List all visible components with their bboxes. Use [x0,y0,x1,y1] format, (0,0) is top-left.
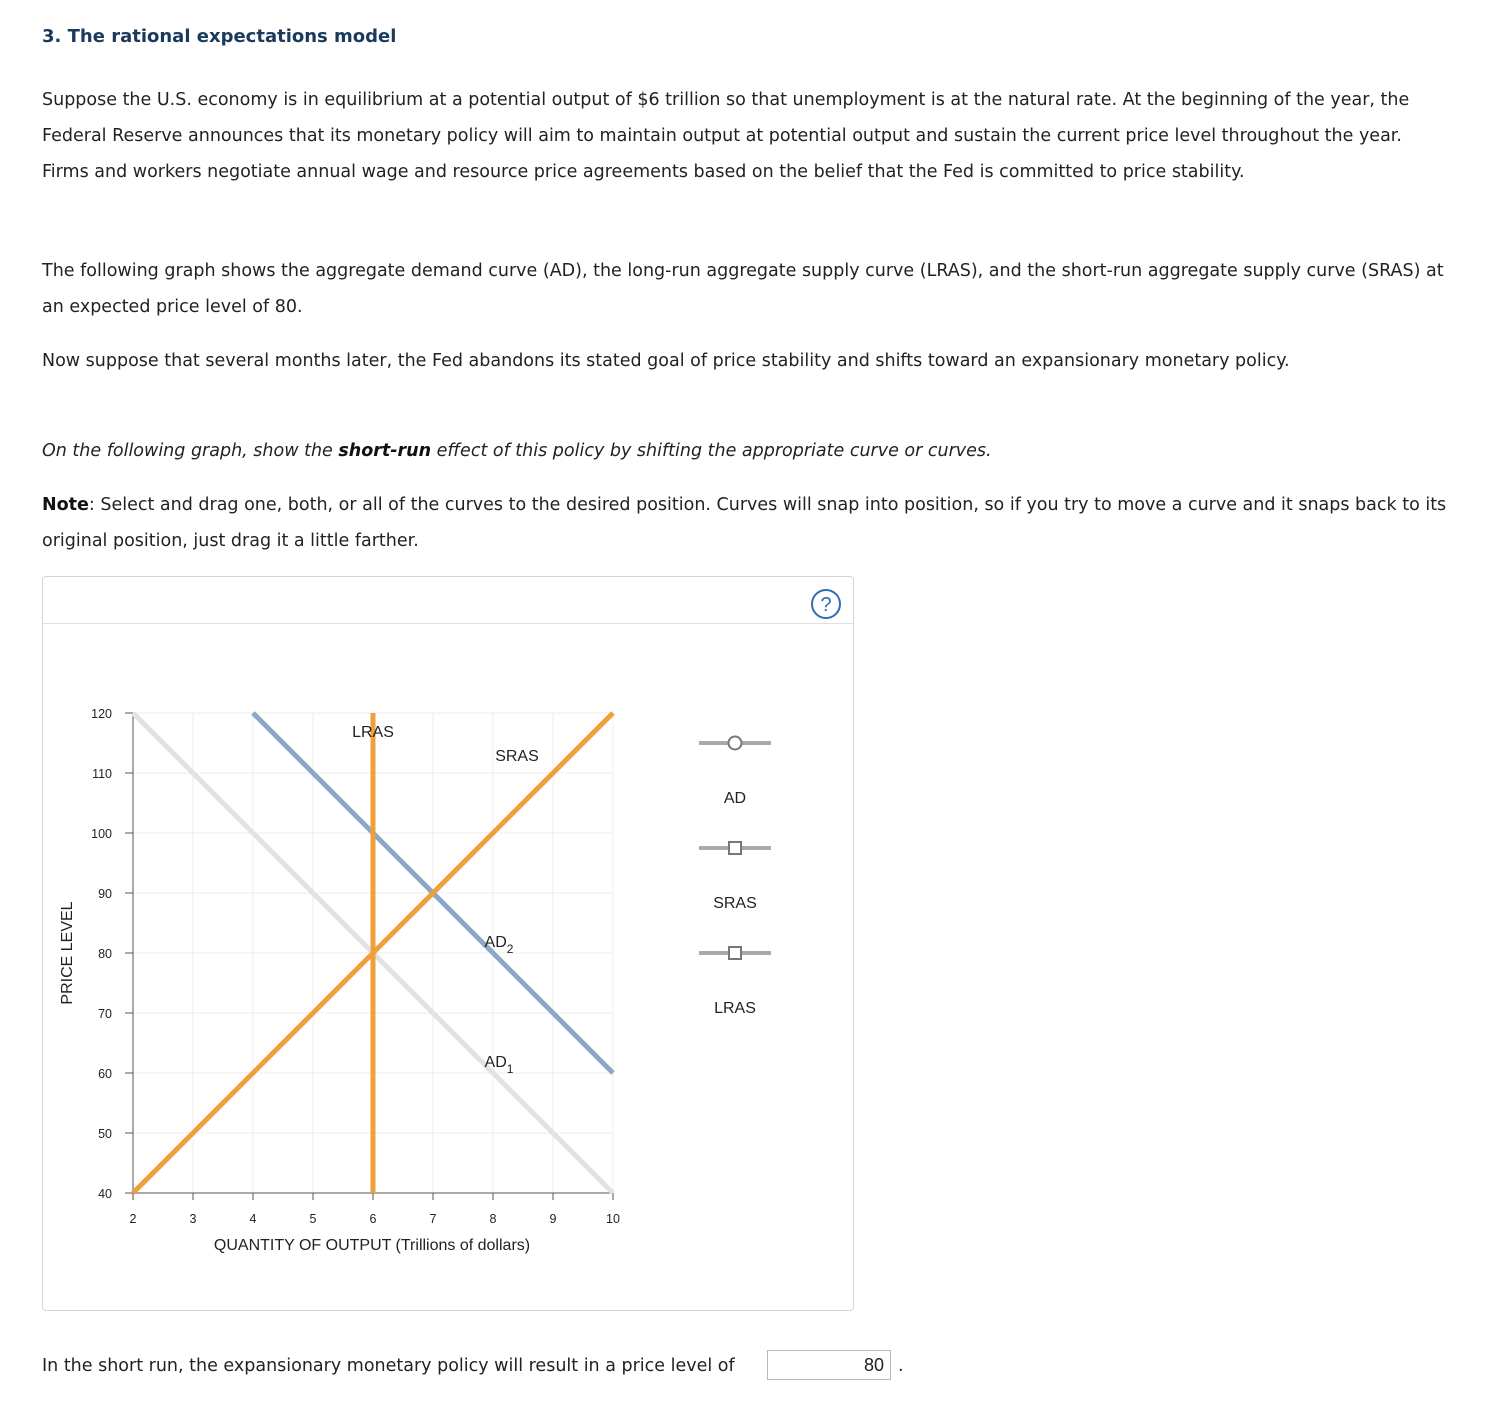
note-text: : Select and drag one, both, or all of the curves to the desired position. Curves will snap into position, so if you try to move a curve and it snaps back to its original position, just drag it a little farther. [42,495,1447,551]
label-sras: SRAS [495,748,539,765]
graph-description-paragraph: The following graph shows the aggregate demand curve (AD), the long-run aggregate supply curve (LRAS), and the short-run aggregate supply curve (SRAS) at an expected price level of 80. [42,261,1444,317]
palette-lras-label: LRAS [714,1000,756,1017]
x-tick-label: 4 [249,1212,257,1226]
x-tick-label: 10 [606,1212,620,1226]
y-tick-label: 70 [98,1007,112,1021]
instruction-text-2: effect of this policy by shifting the appropriate curve or curves. [431,441,992,461]
y-tick-label: 80 [98,947,112,961]
label-ad2: $AD_2$ [484,934,514,956]
x-tick-label: 7 [429,1212,437,1226]
y-tick-label: 50 [98,1127,112,1141]
y-tick-label: 60 [98,1067,112,1081]
label-lras: LRAS [352,724,394,741]
price-level-input[interactable]: 80 [767,1350,891,1380]
y-tick-label: 110 [92,767,112,781]
palette-ad-label: AD [723,790,747,807]
y-tick-label: 40 [98,1187,112,1201]
x-tick-label: 3 [189,1212,197,1226]
y-axis-title: PRICE LEVEL [59,901,76,1005]
x-tick-label: 6 [369,1212,377,1226]
answer-suffix: . [898,1356,904,1376]
answer-prompt: In the short run, the expansionary monetary policy will result in a price level of [42,1356,735,1376]
section-heading: 3. The rational expectations model [42,26,397,47]
x-tick-label: 5 [309,1212,317,1226]
palette-sras-square-handle[interactable] [729,842,741,854]
x-tick-label: 9 [549,1212,557,1226]
label-ad1: $AD_1$ [484,1054,514,1076]
scenario-paragraph: Now suppose that several months later, the Fed abandons its stated goal of price stability and shifts toward an expansionary monetary policy. [42,351,1290,371]
palette-lras-square-handle[interactable] [729,947,741,959]
intro-paragraph: Suppose the U.S. economy is in equilibrium at a potential output of $6 trillion so that unemployment is at the natural rate. At the beginning of the year, the Federal Reserve announces that its monetary policy will aim to maintain output at potential output and sustain the current price level throughout the year. Firms and workers negotiate annual wage and resource price agreements based on the belief that the Fed is committed to price stability. [42,90,1410,182]
palette-ad-circle-handle[interactable] [729,737,742,750]
x-tick-label: 8 [489,1212,497,1226]
palette-sras-label: SRAS [713,895,757,912]
y-tick-label: 120 [91,707,112,721]
note-label: Note [42,495,89,515]
instruction-text-1: On the following graph, show the [42,441,339,461]
y-tick-label: 100 [91,827,112,841]
question-icon[interactable]: ? [811,589,841,619]
x-tick-label: 2 [129,1212,137,1226]
x-axis-title: QUANTITY OF OUTPUT (Trillions of dollars) [213,1237,531,1254]
y-tick-label: 90 [98,887,112,901]
instruction-emphasis: short-run [338,441,432,461]
